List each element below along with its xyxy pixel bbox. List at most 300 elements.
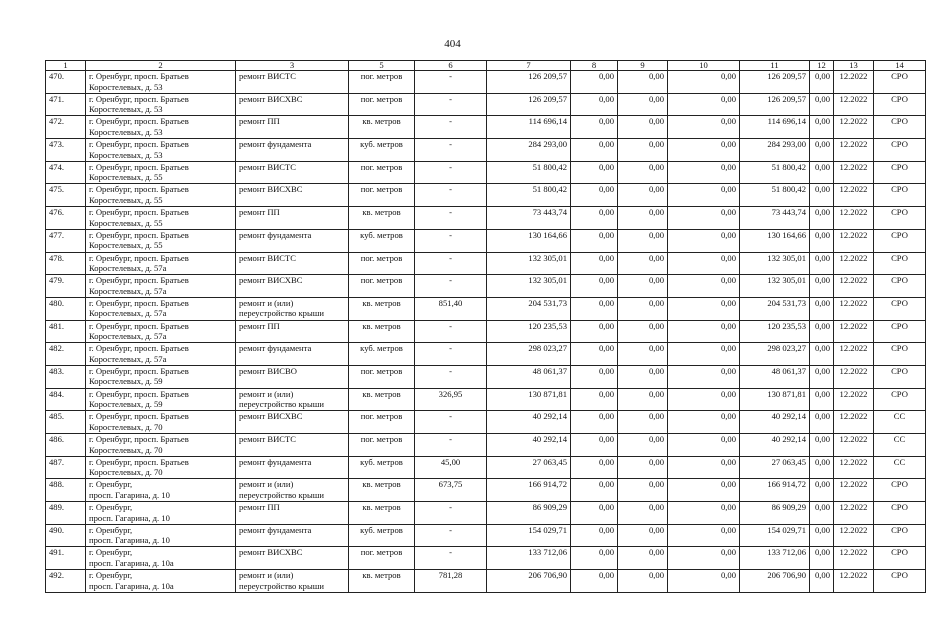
column-header: 8 [571,61,618,71]
cell-unit-cost: 0,00 [810,479,834,502]
cell-volume: 781,28 [415,570,487,593]
cell-budget-cost: 0,00 [618,502,668,525]
cell-budget-cost: 0,00 [618,275,668,298]
cell-other-cost: 0,00 [668,343,740,366]
cell-deadline: 12.2022 [834,184,874,207]
cell-method: СРО [874,275,926,298]
cell-deadline: 12.2022 [834,161,874,184]
cell-other-cost: 0,00 [668,456,740,479]
cell-row-number: 471. [46,93,86,116]
cell-method: СС [874,434,926,457]
cell-unit-cost: 0,00 [810,252,834,275]
cell-deadline: 12.2022 [834,139,874,162]
cell-work-type: ремонт ВИСТС [236,434,349,457]
cell-row-number: 470. [46,71,86,94]
cell-total-cost: 86 909,29 [487,502,571,525]
table-row [46,365,926,388]
cell-address: г. Оренбург, просп. Братьев Коростелевых, д. 59 [86,365,236,388]
cell-row-number: 481. [46,320,86,343]
cell-total-cost: 114 696,14 [487,116,571,139]
cell-unit: куб. метров [349,343,415,366]
cell-unit: пог. метров [349,411,415,434]
cell-budget-cost: 0,00 [618,252,668,275]
cell-row-number: 480. [46,297,86,320]
cell-unit-cost: 0,00 [810,343,834,366]
cell-total-cost: 130 164,66 [487,229,571,252]
header-row [46,61,926,71]
cell-other-cost: 0,00 [668,93,740,116]
cell-budget-cost: 0,00 [618,93,668,116]
table-row [46,161,926,184]
cell-fund-cost: 0,00 [571,411,618,434]
cell-volume: - [415,434,487,457]
cell-volume: - [415,207,487,230]
cell-total-cost: 154 029,71 [487,524,571,547]
cell-total-cost: 132 305,01 [487,252,571,275]
cell-row-number: 492. [46,570,86,593]
cell-owners-cost: 204 531,73 [740,297,810,320]
cell-row-number: 476. [46,207,86,230]
cell-row-number: 488. [46,479,86,502]
cell-deadline: 12.2022 [834,411,874,434]
cell-work-type: ремонт фундамента [236,139,349,162]
cell-unit: куб. метров [349,139,415,162]
cell-deadline: 12.2022 [834,297,874,320]
column-header: 13 [834,61,874,71]
cell-work-type: ремонт фундамента [236,456,349,479]
cell-work-type: ремонт ВИСТС [236,161,349,184]
cell-address: г. Оренбург, просп. Братьев Коростелевых, д. 70 [86,456,236,479]
cell-budget-cost: 0,00 [618,365,668,388]
cell-method: СРО [874,229,926,252]
cell-fund-cost: 0,00 [571,343,618,366]
cell-owners-cost: 132 305,01 [740,275,810,298]
cell-unit-cost: 0,00 [810,139,834,162]
cell-row-number: 487. [46,456,86,479]
cell-owners-cost: 130 871,81 [740,388,810,411]
cell-unit: пог. метров [349,547,415,570]
table-row [46,502,926,525]
cell-other-cost: 0,00 [668,275,740,298]
cell-volume: - [415,252,487,275]
cell-method: СРО [874,570,926,593]
cell-work-type: ремонт ПП [236,320,349,343]
cell-volume: - [415,320,487,343]
cell-deadline: 12.2022 [834,456,874,479]
cell-work-type: ремонт и (или) переустройство крыши [236,570,349,593]
table-row [46,252,926,275]
cell-other-cost: 0,00 [668,434,740,457]
table-row [46,547,926,570]
cell-deadline: 12.2022 [834,365,874,388]
cell-unit: пог. метров [349,275,415,298]
cell-budget-cost: 0,00 [618,547,668,570]
cell-budget-cost: 0,00 [618,524,668,547]
cell-unit: кв. метров [349,570,415,593]
cell-volume: - [415,116,487,139]
cell-method: СРО [874,343,926,366]
cell-other-cost: 0,00 [668,524,740,547]
cell-fund-cost: 0,00 [571,524,618,547]
cell-fund-cost: 0,00 [571,207,618,230]
cell-total-cost: 126 209,57 [487,71,571,94]
cell-method: СС [874,456,926,479]
cell-method: СРО [874,320,926,343]
cell-work-type: ремонт фундамента [236,524,349,547]
cell-unit-cost: 0,00 [810,184,834,207]
table-row [46,93,926,116]
table-row [46,388,926,411]
column-header: 3 [236,61,349,71]
cell-other-cost: 0,00 [668,297,740,320]
cell-unit-cost: 0,00 [810,456,834,479]
cell-volume: - [415,184,487,207]
page-number: 404 [444,38,461,50]
cell-fund-cost: 0,00 [571,570,618,593]
cell-unit-cost: 0,00 [810,161,834,184]
cell-other-cost: 0,00 [668,139,740,162]
cell-work-type: ремонт фундамента [236,343,349,366]
cell-fund-cost: 0,00 [571,184,618,207]
cell-row-number: 474. [46,161,86,184]
cell-other-cost: 0,00 [668,320,740,343]
cell-unit-cost: 0,00 [810,229,834,252]
cell-method: СРО [874,184,926,207]
cell-method: СРО [874,524,926,547]
cell-other-cost: 0,00 [668,116,740,139]
cell-other-cost: 0,00 [668,547,740,570]
cell-budget-cost: 0,00 [618,479,668,502]
table-row [46,320,926,343]
cell-total-cost: 132 305,01 [487,275,571,298]
cell-volume: - [415,502,487,525]
cell-unit: кв. метров [349,320,415,343]
cell-method: СРО [874,547,926,570]
cell-volume: - [415,343,487,366]
column-header: 6 [415,61,487,71]
cell-address: г. Оренбург, просп. Братьев Коростелевых, д. 57а [86,343,236,366]
cell-budget-cost: 0,00 [618,388,668,411]
cell-owners-cost: 120 235,53 [740,320,810,343]
cell-deadline: 12.2022 [834,207,874,230]
cell-other-cost: 0,00 [668,207,740,230]
cell-address: г. Оренбург, просп. Братьев Коростелевых, д. 57а [86,297,236,320]
cell-address: г. Оренбург, просп. Гагарина, д. 10 [86,479,236,502]
column-header: 11 [740,61,810,71]
cell-unit-cost: 0,00 [810,207,834,230]
cell-deadline: 12.2022 [834,116,874,139]
cell-budget-cost: 0,00 [618,184,668,207]
cell-deadline: 12.2022 [834,252,874,275]
cell-fund-cost: 0,00 [571,161,618,184]
cell-total-cost: 284 293,00 [487,139,571,162]
cell-owners-cost: 133 712,06 [740,547,810,570]
cell-total-cost: 133 712,06 [487,547,571,570]
cell-unit: куб. метров [349,456,415,479]
cell-total-cost: 204 531,73 [487,297,571,320]
cell-total-cost: 40 292,14 [487,411,571,434]
cell-unit: пог. метров [349,71,415,94]
cell-owners-cost: 206 706,90 [740,570,810,593]
table-row [46,570,926,593]
cell-fund-cost: 0,00 [571,434,618,457]
cell-deadline: 12.2022 [834,479,874,502]
cell-fund-cost: 0,00 [571,320,618,343]
table-row [46,524,926,547]
table-row [46,71,926,94]
cell-address: г. Оренбург, просп. Братьев Коростелевых, д. 70 [86,411,236,434]
column-header: 12 [810,61,834,71]
cell-other-cost: 0,00 [668,71,740,94]
cell-owners-cost: 130 164,66 [740,229,810,252]
cell-row-number: 472. [46,116,86,139]
cell-total-cost: 27 063,45 [487,456,571,479]
column-header: 2 [86,61,236,71]
cell-address: г. Оренбург, просп. Гагарина, д. 10а [86,570,236,593]
cell-other-cost: 0,00 [668,184,740,207]
cell-budget-cost: 0,00 [618,434,668,457]
table-row [46,229,926,252]
table-row [46,434,926,457]
cell-unit-cost: 0,00 [810,502,834,525]
cell-method: СРО [874,71,926,94]
cell-unit: пог. метров [349,184,415,207]
cell-owners-cost: 284 293,00 [740,139,810,162]
cell-volume: 673,75 [415,479,487,502]
cell-volume: - [415,275,487,298]
cell-address: г. Оренбург, просп. Братьев Коростелевых, д. 55 [86,207,236,230]
cell-volume: 45,00 [415,456,487,479]
cell-unit: куб. метров [349,229,415,252]
cell-address: г. Оренбург, просп. Братьев Коростелевых, д. 53 [86,116,236,139]
cell-volume: - [415,547,487,570]
cell-unit: пог. метров [349,93,415,116]
cell-fund-cost: 0,00 [571,116,618,139]
cell-unit-cost: 0,00 [810,116,834,139]
cell-total-cost: 51 800,42 [487,184,571,207]
cell-other-cost: 0,00 [668,570,740,593]
cell-work-type: ремонт ПП [236,207,349,230]
cell-total-cost: 130 871,81 [487,388,571,411]
cell-deadline: 12.2022 [834,320,874,343]
table-row [46,184,926,207]
cell-owners-cost: 73 443,74 [740,207,810,230]
cell-unit-cost: 0,00 [810,524,834,547]
cell-owners-cost: 154 029,71 [740,524,810,547]
cell-volume: - [415,524,487,547]
cell-method: СРО [874,388,926,411]
cell-work-type: ремонт ВИСТС [236,71,349,94]
cell-total-cost: 298 023,27 [487,343,571,366]
cell-unit: кв. метров [349,388,415,411]
cell-owners-cost: 132 305,01 [740,252,810,275]
cell-fund-cost: 0,00 [571,388,618,411]
cell-fund-cost: 0,00 [571,93,618,116]
cell-address: г. Оренбург, просп. Братьев Коростелевых, д. 57а [86,252,236,275]
cell-unit-cost: 0,00 [810,297,834,320]
cell-row-number: 479. [46,275,86,298]
cell-budget-cost: 0,00 [618,229,668,252]
cell-other-cost: 0,00 [668,229,740,252]
capital-repair-table [45,60,926,593]
cell-work-type: ремонт ВИСХВС [236,411,349,434]
cell-fund-cost: 0,00 [571,547,618,570]
cell-other-cost: 0,00 [668,388,740,411]
cell-row-number: 491. [46,547,86,570]
cell-other-cost: 0,00 [668,479,740,502]
cell-owners-cost: 114 696,14 [740,116,810,139]
cell-unit-cost: 0,00 [810,388,834,411]
cell-owners-cost: 51 800,42 [740,161,810,184]
cell-total-cost: 40 292,14 [487,434,571,457]
cell-budget-cost: 0,00 [618,207,668,230]
table-body [46,71,926,593]
cell-deadline: 12.2022 [834,343,874,366]
table-row [46,116,926,139]
cell-method: СРО [874,116,926,139]
cell-work-type: ремонт и (или) переустройство крыши [236,479,349,502]
cell-address: г. Оренбург, просп. Братьев Коростелевых, д. 53 [86,93,236,116]
cell-budget-cost: 0,00 [618,161,668,184]
cell-row-number: 489. [46,502,86,525]
cell-deadline: 12.2022 [834,524,874,547]
cell-owners-cost: 166 914,72 [740,479,810,502]
table-row [46,479,926,502]
cell-unit: кв. метров [349,297,415,320]
table-row [46,297,926,320]
cell-unit: пог. метров [349,161,415,184]
cell-address: г. Оренбург, просп. Братьев Коростелевых, д. 70 [86,434,236,457]
cell-work-type: ремонт ВИСВО [236,365,349,388]
cell-address: г. Оренбург, просп. Гагарина, д. 10а [86,547,236,570]
cell-budget-cost: 0,00 [618,411,668,434]
cell-owners-cost: 298 023,27 [740,343,810,366]
cell-method: СРО [874,139,926,162]
cell-deadline: 12.2022 [834,388,874,411]
cell-unit-cost: 0,00 [810,71,834,94]
cell-deadline: 12.2022 [834,570,874,593]
cell-budget-cost: 0,00 [618,71,668,94]
cell-unit-cost: 0,00 [810,275,834,298]
cell-work-type: ремонт и (или) переустройство крыши [236,297,349,320]
table-row [46,456,926,479]
cell-unit-cost: 0,00 [810,434,834,457]
cell-method: СРО [874,297,926,320]
cell-work-type: ремонт ПП [236,116,349,139]
cell-row-number: 477. [46,229,86,252]
cell-total-cost: 48 061,37 [487,365,571,388]
cell-other-cost: 0,00 [668,161,740,184]
cell-owners-cost: 48 061,37 [740,365,810,388]
cell-work-type: ремонт ВИСХВС [236,547,349,570]
cell-budget-cost: 0,00 [618,456,668,479]
cell-owners-cost: 40 292,14 [740,434,810,457]
cell-total-cost: 166 914,72 [487,479,571,502]
cell-method: СРО [874,479,926,502]
cell-owners-cost: 51 800,42 [740,184,810,207]
cell-unit-cost: 0,00 [810,365,834,388]
cell-address: г. Оренбург, просп. Гагарина, д. 10 [86,524,236,547]
cell-unit-cost: 0,00 [810,570,834,593]
cell-volume: - [415,93,487,116]
cell-volume: 851,40 [415,297,487,320]
cell-fund-cost: 0,00 [571,71,618,94]
cell-row-number: 485. [46,411,86,434]
cell-row-number: 473. [46,139,86,162]
cell-budget-cost: 0,00 [618,116,668,139]
cell-address: г. Оренбург, просп. Братьев Коростелевых, д. 53 [86,139,236,162]
cell-unit-cost: 0,00 [810,320,834,343]
cell-method: СРО [874,252,926,275]
cell-volume: - [415,139,487,162]
cell-unit-cost: 0,00 [810,411,834,434]
cell-volume: 326,95 [415,388,487,411]
cell-other-cost: 0,00 [668,502,740,525]
cell-fund-cost: 0,00 [571,456,618,479]
cell-volume: - [415,411,487,434]
cell-method: СРО [874,502,926,525]
cell-fund-cost: 0,00 [571,252,618,275]
column-header: 9 [618,61,668,71]
cell-owners-cost: 27 063,45 [740,456,810,479]
cell-total-cost: 206 706,90 [487,570,571,593]
cell-unit: кв. метров [349,502,415,525]
cell-fund-cost: 0,00 [571,502,618,525]
cell-deadline: 12.2022 [834,547,874,570]
cell-fund-cost: 0,00 [571,297,618,320]
column-header: 1 [46,61,86,71]
cell-work-type: ремонт ВИСХВС [236,275,349,298]
cell-unit-cost: 0,00 [810,93,834,116]
cell-fund-cost: 0,00 [571,139,618,162]
cell-row-number: 478. [46,252,86,275]
cell-address: г. Оренбург, просп. Братьев Коростелевых, д. 59 [86,388,236,411]
cell-unit: пог. метров [349,252,415,275]
cell-fund-cost: 0,00 [571,275,618,298]
cell-address: г. Оренбург, просп. Братьев Коростелевых, д. 53 [86,71,236,94]
cell-row-number: 484. [46,388,86,411]
cell-volume: - [415,161,487,184]
table-row [46,275,926,298]
cell-work-type: ремонт ВИСТС [236,252,349,275]
cell-total-cost: 51 800,42 [487,161,571,184]
cell-unit-cost: 0,00 [810,547,834,570]
table-row [46,207,926,230]
cell-work-type: ремонт и (или) переустройство крыши [236,388,349,411]
cell-work-type: ремонт ВИСХВС [236,93,349,116]
cell-budget-cost: 0,00 [618,320,668,343]
cell-deadline: 12.2022 [834,502,874,525]
cell-volume: - [415,229,487,252]
cell-method: СРО [874,161,926,184]
cell-deadline: 12.2022 [834,434,874,457]
cell-other-cost: 0,00 [668,411,740,434]
cell-budget-cost: 0,00 [618,343,668,366]
cell-total-cost: 120 235,53 [487,320,571,343]
cell-method: СРО [874,365,926,388]
cell-total-cost: 73 443,74 [487,207,571,230]
cell-owners-cost: 40 292,14 [740,411,810,434]
cell-method: СРО [874,93,926,116]
column-header: 7 [487,61,571,71]
cell-deadline: 12.2022 [834,275,874,298]
cell-unit: кв. метров [349,479,415,502]
cell-work-type: ремонт ВИСХВС [236,184,349,207]
table-row [46,343,926,366]
cell-owners-cost: 126 209,57 [740,71,810,94]
column-header: 14 [874,61,926,71]
cell-address: г. Оренбург, просп. Братьев Коростелевых, д. 55 [86,184,236,207]
